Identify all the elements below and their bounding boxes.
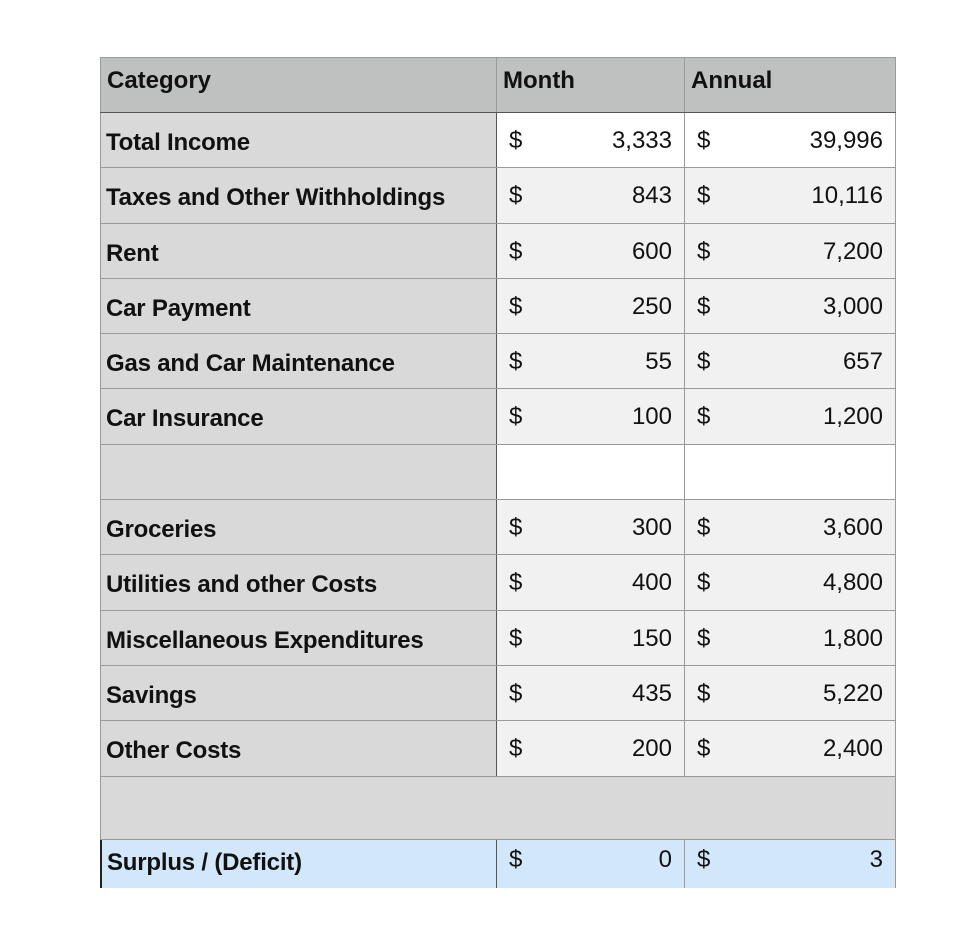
table-row — [100, 389, 896, 444]
annual-cell[interactable] — [685, 279, 896, 333]
annual-value: 3,000 — [822, 292, 883, 320]
category-label: Other Costs — [106, 737, 242, 765]
category-cell[interactable] — [100, 721, 497, 775]
header-month: Month — [503, 67, 575, 94]
month-cell[interactable] — [497, 113, 685, 167]
month-value: 435 — [631, 679, 672, 707]
month-value: 100 — [631, 403, 672, 431]
category-label: Miscellaneous Expenditures — [106, 626, 424, 654]
header-annual: Annual — [691, 67, 773, 94]
category-cell[interactable] — [100, 445, 497, 499]
annual-value: 3,600 — [822, 514, 883, 542]
annual-cell[interactable] — [685, 334, 896, 388]
table-row — [100, 224, 896, 279]
annual-value: 657 — [842, 348, 883, 376]
table-row — [100, 666, 896, 721]
annual-value: 1,800 — [822, 624, 883, 652]
currency-symbol: $ — [697, 348, 711, 376]
currency-symbol: $ — [509, 845, 523, 873]
currency-symbol: $ — [697, 845, 711, 873]
table-row — [100, 113, 896, 168]
category-cell[interactable] — [100, 500, 497, 554]
budget-table — [100, 57, 896, 888]
currency-symbol: $ — [509, 292, 523, 320]
category-label: Car Insurance — [106, 405, 264, 433]
annual-cell[interactable] — [685, 721, 896, 775]
currency-symbol: $ — [509, 237, 523, 265]
total-annual-value: 3 — [869, 845, 883, 873]
month-cell[interactable] — [497, 224, 685, 278]
annual-cell[interactable] — [685, 224, 896, 278]
currency-symbol: $ — [509, 127, 523, 154]
category-cell[interactable] — [100, 555, 497, 609]
category-label: Rent — [106, 239, 159, 267]
table-body — [100, 113, 896, 777]
currency-symbol: $ — [509, 182, 523, 210]
table-row — [100, 721, 896, 776]
annual-cell[interactable] — [685, 611, 896, 665]
annual-value: 10,116 — [811, 182, 883, 210]
month-cell[interactable] — [497, 389, 685, 443]
category-cell[interactable] — [100, 611, 497, 665]
month-cell[interactable] — [497, 279, 685, 333]
total-label-cell[interactable] — [100, 840, 497, 888]
category-cell[interactable] — [100, 224, 497, 278]
currency-symbol: $ — [697, 569, 711, 597]
annual-value: 39,996 — [809, 127, 883, 154]
header-category-cell[interactable] — [100, 58, 497, 112]
month-value: 200 — [631, 735, 672, 763]
annual-cell[interactable] — [685, 113, 896, 167]
currency-symbol: $ — [697, 624, 711, 652]
currency-symbol: $ — [509, 348, 523, 376]
currency-symbol: $ — [697, 237, 711, 265]
total-annual-cell[interactable] — [685, 840, 896, 888]
category-label: Car Payment — [106, 294, 251, 322]
total-row — [100, 840, 896, 888]
table-row — [100, 168, 896, 223]
category-cell[interactable] — [100, 113, 497, 167]
header-category: Category — [107, 67, 212, 94]
month-value: 250 — [631, 292, 672, 320]
category-label: Utilities and other Costs — [106, 571, 378, 599]
annual-cell[interactable] — [685, 389, 896, 443]
table-row — [100, 334, 896, 389]
header-annual-cell[interactable] — [685, 58, 896, 112]
currency-symbol: $ — [697, 735, 711, 763]
total-month-cell[interactable] — [497, 840, 685, 888]
header-month-cell[interactable] — [497, 58, 685, 112]
currency-symbol: $ — [697, 403, 711, 431]
currency-symbol: $ — [697, 292, 711, 320]
category-label: Gas and Car Maintenance — [106, 350, 395, 378]
annual-cell[interactable] — [685, 168, 896, 222]
month-value: 150 — [631, 624, 672, 652]
category-cell[interactable] — [100, 389, 497, 443]
month-value: 300 — [631, 514, 672, 542]
month-cell[interactable] — [497, 334, 685, 388]
month-value: 3,333 — [611, 127, 672, 154]
category-label: Groceries — [106, 516, 217, 544]
category-label: Total Income — [106, 129, 250, 156]
month-cell[interactable] — [497, 721, 685, 775]
currency-symbol: $ — [697, 514, 711, 542]
table-row — [100, 279, 896, 334]
currency-symbol: $ — [509, 679, 523, 707]
month-cell[interactable] — [497, 666, 685, 720]
category-label: Taxes and Other Withholdings — [106, 184, 446, 212]
annual-value: 5,220 — [822, 679, 883, 707]
month-value: 400 — [631, 569, 672, 597]
header-row — [100, 57, 896, 113]
month-cell[interactable] — [497, 611, 685, 665]
currency-symbol: $ — [509, 735, 523, 763]
currency-symbol: $ — [697, 182, 711, 210]
category-cell[interactable] — [100, 168, 497, 222]
month-cell[interactable] — [497, 500, 685, 554]
spacer-row[interactable] — [100, 777, 896, 840]
category-label: Savings — [106, 681, 197, 709]
currency-symbol: $ — [509, 569, 523, 597]
annual-cell[interactable] — [685, 666, 896, 720]
total-month-value: 0 — [658, 845, 672, 873]
currency-symbol: $ — [509, 403, 523, 431]
month-cell[interactable] — [497, 168, 685, 222]
month-value: 600 — [631, 237, 672, 265]
month-value: 55 — [645, 348, 672, 376]
annual-cell[interactable] — [685, 445, 896, 499]
annual-value: 4,800 — [822, 569, 883, 597]
table-row — [100, 611, 896, 666]
annual-value: 2,400 — [822, 735, 883, 763]
month-cell[interactable] — [497, 445, 685, 499]
table-row — [100, 445, 896, 500]
category-cell[interactable] — [100, 666, 497, 720]
currency-symbol: $ — [509, 624, 523, 652]
table-row — [100, 500, 896, 555]
annual-value: 1,200 — [822, 403, 883, 431]
annual-cell[interactable] — [685, 500, 896, 554]
currency-symbol: $ — [509, 514, 523, 542]
category-cell[interactable] — [100, 279, 497, 333]
month-cell[interactable] — [497, 555, 685, 609]
category-cell[interactable] — [100, 334, 497, 388]
currency-symbol: $ — [697, 127, 711, 154]
month-value: 843 — [631, 182, 672, 210]
table-row — [100, 555, 896, 610]
annual-cell[interactable] — [685, 555, 896, 609]
total-label: Surplus / (Deficit) — [107, 848, 302, 876]
currency-symbol: $ — [697, 679, 711, 707]
annual-value: 7,200 — [822, 237, 883, 265]
